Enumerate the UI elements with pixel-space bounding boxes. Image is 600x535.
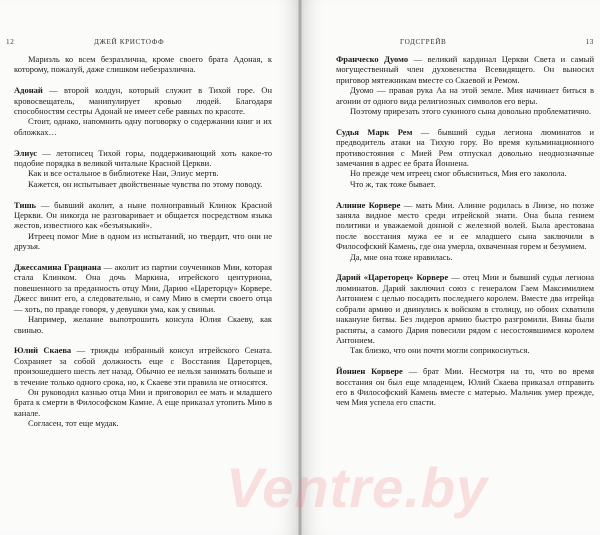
- right-page-text: [336, 54, 594, 408]
- paragraph-text: Дуомо — правая рука Аа на этой земле. Мия начинает биться в агонии от одного вида религиозных символов его веры.: [336, 85, 594, 106]
- glossary-term: Алинне Корвере: [336, 199, 401, 210]
- paragraph: [14, 54, 272, 75]
- page-number-right: 13: [585, 38, 594, 46]
- watermark: Ventre.by: [226, 456, 489, 519]
- glossary-term: Элиус: [14, 147, 38, 158]
- paragraph-text: Как и все остальное в библиотеке Наи, Элиус мертв.: [28, 168, 219, 179]
- glossary-term: Тишь: [14, 199, 37, 210]
- paragraph-text: — великий кардинал Церкви Света и самый могущественный член духовенства Всевидящего. Он выносил приговор мятежникам вместе со Скаевой и Ремом.: [336, 54, 594, 85]
- paragraph-text: — брат Мии. Несмотря на то, что во время восстания он был еще младенцем, Юлий Скаева приказал отправить его в Философский Камень вместе с матерью. Мальчик умер прежде, чем Мия успела его спасти.: [336, 366, 594, 408]
- paragraph-text: Кажется, он испытывает двойственные чувства по этому поводу.: [28, 178, 263, 189]
- paragraph-text: Да, мне она тоже нравилась.: [350, 251, 453, 262]
- paragraph-text: — второй колдун, который служит в Тихой горе. Он кровосвещатель, манипулирует кровью людей. Благодаря способностям сестры Адонай не имеет себе равных по красоте.: [14, 85, 272, 117]
- paragraph-text: Но прежде чем итреец смог объясниться, Мия его заколола.: [350, 168, 567, 179]
- paragraph-text: — аколит из партии соучеников Мии, которая стала Клинком. Она дочь Маркина, итрейского центуриона, повешенного за преданность отцу Мии, Дарию «Цареторцу» Корвере. Джесс винит его, а следовательно, и саму Мию в смерти своего отца — хоть, по правде говоря, у девушки ума, как у свиньи.: [14, 262, 272, 314]
- glossary-term: Судья Марк Рем: [336, 126, 413, 137]
- glossary-term: Юлий Скаева: [14, 345, 72, 356]
- glossary-entry: [14, 148, 272, 169]
- paragraph-text: Поэтому прирезать этого сукиного сына довольно проблематично.: [350, 106, 592, 117]
- running-header-author: ДЖЕЙ КРИСТОФФ: [94, 38, 165, 46]
- glossary-term: Йоннен Корвере: [336, 366, 403, 377]
- paragraph: [336, 179, 594, 189]
- paragraph-text: Мариэль ко всем безразлична, кроме своего брата Адоная, к которому, пожалуй, даже слишком небезразлична.: [14, 54, 272, 75]
- paragraph-text: — бывший аколит, а ныне полноправный Клинок Красной Церкви. Он никогда не разговаривает и общается посредством языка жестов, известного как «безъязыкий».: [14, 199, 272, 231]
- paragraph-text: Он руководил казнью отца Мии и приговорил ее мать и младшего брата к смерти в Философском Камне. А еще приказал утопить Мию в канале.: [14, 386, 272, 418]
- glossary-entry: [336, 127, 594, 169]
- paragraph-text: — отец Мии и бывший судья легиона люминатов. Дарий заключил союз с генералом Гаем Максимилием Антонием с целью посадить последнего королем. Вместе два итрейца собрали армию и двинулись к войском в столицу, но обоих схватили накануне битвы. Без лидеров армию быстро разгромили. Вины были распяты, а самого Дария повесили рядом с несостоявшимся королем Антонием.: [336, 272, 594, 345]
- paragraph-text: Согласен, тот еще мудак.: [28, 418, 119, 429]
- glossary-term: Франческо Дуомо: [336, 54, 409, 64]
- right-page: [300, 0, 600, 535]
- glossary-entry: [336, 200, 594, 252]
- paragraph-text: — бывший судья легиона люминатов и предводитель атаки на Тихую гору. Во время кульминационного противостояния с Мией Рем отпускал довольно неоднозначные замечания в адрес ее брата Йоннена.: [336, 126, 594, 169]
- paragraph: [14, 387, 272, 418]
- glossary-term: Дарий «Цареторец» Корвере: [336, 272, 449, 283]
- paragraph-text: — летописец Тихой горы, поддерживающий хоть какое-то подобие порядка в великой читальне Красной Церкви.: [14, 147, 272, 169]
- paragraph-text: Итреец помог Мие в одном из испытаний, но твердит, что они не друзья.: [14, 230, 272, 252]
- glossary-entry: [14, 345, 272, 387]
- glossary-entry: [14, 200, 272, 231]
- left-page-text: [14, 54, 272, 429]
- paragraph-text: — трижды избранный консул итрейского Сената. Сохраняет за собой должность еще с Восстания Цареторцев, произошедшего шесть лет назад. Обычно ее нельзя занимать больше и в течение только одного срока, но, к Скаеве эти правила не относятся.: [14, 345, 272, 387]
- glossary-entry: [336, 366, 594, 408]
- glossary-entry: [336, 272, 594, 345]
- page-number-left: 12: [6, 38, 15, 46]
- paragraph: [14, 168, 272, 178]
- paragraph-text: Так близко, что они почти могли соприкоснуться.: [350, 345, 530, 356]
- paragraph: [14, 231, 272, 252]
- paragraph: [336, 85, 594, 106]
- glossary-entry: [14, 262, 272, 314]
- glossary-term: Джессамина Грациана: [14, 262, 102, 273]
- paragraph: [336, 345, 594, 355]
- paragraph: [14, 116, 272, 137]
- paragraph: [14, 179, 272, 189]
- paragraph-text: Стоит, однако, напомнить одну поговорку о содержании книг и их обложках…: [14, 116, 272, 137]
- book-gutter: [298, 0, 302, 535]
- paragraph: [14, 314, 272, 335]
- paragraph-text: — мать Мии. Алинне родилась в Лиизе, но позже заняла видное место среди итрейской знати. Она была гением политики и уважаемой донной с железной волей. Была арестована после восстания мужа ее и ее младшего сына заключили в Философский Камень, где она умерла, охваченная горем и безумием.: [336, 199, 595, 252]
- paragraph: [336, 168, 594, 178]
- paragraph-text: Что ж, так тоже бывает.: [350, 178, 436, 189]
- glossary-entry: [336, 54, 594, 85]
- paragraph-text: Например, желание выпотрошить консула Юлия Скаеву, как свинью.: [14, 314, 272, 335]
- running-header-title: ГОДСГРЕЙВ: [400, 38, 447, 46]
- glossary-entry: [14, 85, 272, 116]
- paragraph: [336, 252, 594, 262]
- paragraph: [14, 418, 272, 428]
- glossary-term: Адонай: [14, 85, 43, 96]
- paragraph: [336, 106, 594, 116]
